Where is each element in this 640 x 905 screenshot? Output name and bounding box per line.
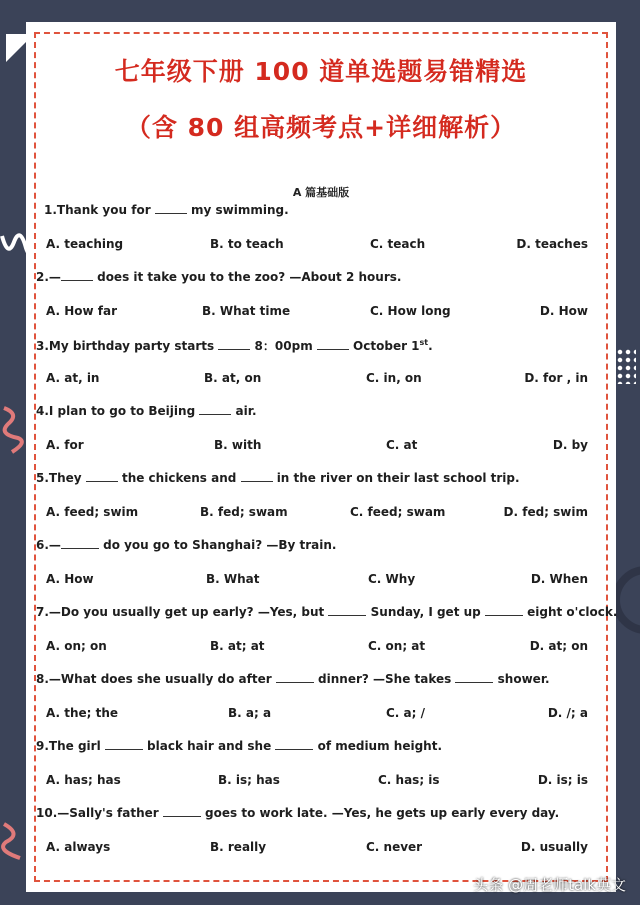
worksheet — [26, 22, 616, 892]
question-3: 3.My birthday party starts 8：00pm October 1st. — [36, 338, 433, 353]
options-2 — [46, 304, 588, 320]
option-a[interactable]: A. How — [46, 572, 94, 586]
options-8 — [46, 706, 588, 722]
option-d[interactable]: D. How — [539, 304, 588, 318]
option-c[interactable]: C. in, on — [366, 371, 422, 385]
option-d[interactable]: D. teaches — [516, 237, 588, 251]
question-5: 5.They the chickens and in the river on their last school trip. — [36, 471, 520, 485]
option-d[interactable]: D. for , in — [524, 371, 588, 385]
question-9: 9.The girl black hair and she of medium height. — [36, 739, 443, 753]
option-a[interactable]: A. How far — [46, 304, 118, 318]
title-line-2: （含 80 组高频考点+详细解析） — [125, 113, 517, 142]
option-a[interactable]: A. always — [46, 840, 111, 854]
option-b[interactable]: B. What — [206, 572, 260, 586]
options-3 — [46, 371, 588, 387]
question-2: 2.— does it take you to the zoo? —About 2 hours. — [36, 270, 402, 284]
question-10: 10.—Sally's father goes to work late. —Yes, he gets up early every day. — [36, 806, 560, 820]
option-b[interactable]: B. fed; swam — [200, 505, 288, 519]
options-1 — [46, 237, 588, 253]
option-c[interactable]: C. Why — [368, 572, 416, 586]
option-c[interactable]: C. at — [386, 438, 418, 452]
option-b[interactable]: B. really — [210, 840, 267, 854]
option-d[interactable]: D. /; a — [547, 706, 588, 720]
option-c[interactable]: C. a; / — [386, 706, 425, 720]
options-4 — [46, 438, 588, 454]
options-10 — [46, 840, 588, 856]
options-5 — [46, 505, 588, 521]
option-c[interactable]: C. never — [366, 840, 423, 854]
option-d[interactable]: D. fed; swim — [503, 505, 588, 519]
option-b[interactable]: B. at; at — [210, 639, 265, 653]
option-c[interactable]: C. How long — [370, 304, 451, 318]
question-1: 1.Thank you for my swimming. — [44, 203, 289, 217]
question-7: 7.—Do you usually get up early? —Yes, but Sunday, I get up eight o'clock. — [36, 605, 618, 619]
option-b[interactable]: B. is; has — [218, 773, 280, 787]
option-b[interactable]: B. to teach — [210, 237, 284, 251]
bg-circle-right — [616, 560, 640, 640]
option-d[interactable]: D. by — [552, 438, 588, 452]
options-9 — [46, 773, 588, 789]
watermark: 头条 @周老师talk英文 — [473, 876, 626, 894]
option-c[interactable]: C. teach — [370, 237, 426, 251]
option-b[interactable]: B. a; a — [228, 706, 272, 720]
title-line-1: 七年级下册 100 道单选题易错精选 — [114, 57, 528, 86]
option-c[interactable]: C. feed; swam — [350, 505, 446, 519]
bg-wave-bottom-left — [0, 820, 26, 860]
option-a[interactable]: A. for — [46, 438, 84, 452]
bg-dots-right — [616, 348, 636, 384]
dashed-frame — [34, 32, 608, 882]
option-a[interactable]: A. on; on — [46, 639, 107, 653]
option-b[interactable]: B. What time — [202, 304, 291, 318]
option-a[interactable]: A. feed; swim — [46, 505, 139, 519]
option-a[interactable]: A. has; has — [46, 773, 121, 787]
option-a[interactable]: A. at, in — [46, 371, 100, 385]
option-d[interactable]: D. When — [530, 572, 588, 586]
option-d[interactable]: D. usually — [520, 840, 588, 854]
options-6 — [46, 572, 588, 588]
option-b[interactable]: B. at, on — [204, 371, 262, 385]
question-4: 4.I plan to go to Beijing air. — [36, 404, 257, 418]
question-6: 6.— do you go to Shanghai? —By train. — [36, 538, 337, 552]
section-title: A 篇基础版 — [292, 186, 350, 199]
option-c[interactable]: C. on; at — [368, 639, 426, 653]
option-a[interactable]: A. teaching — [46, 237, 124, 251]
option-a[interactable]: A. the; the — [46, 706, 119, 720]
options-7 — [46, 639, 588, 655]
option-d[interactable]: D. at; on — [529, 639, 588, 653]
question-8: 8.—What does she usually do after dinner? —She takes shower. — [36, 672, 550, 686]
option-b[interactable]: B. with — [214, 438, 262, 452]
option-c[interactable]: C. has; is — [378, 773, 440, 787]
option-d[interactable]: D. is; is — [537, 773, 588, 787]
